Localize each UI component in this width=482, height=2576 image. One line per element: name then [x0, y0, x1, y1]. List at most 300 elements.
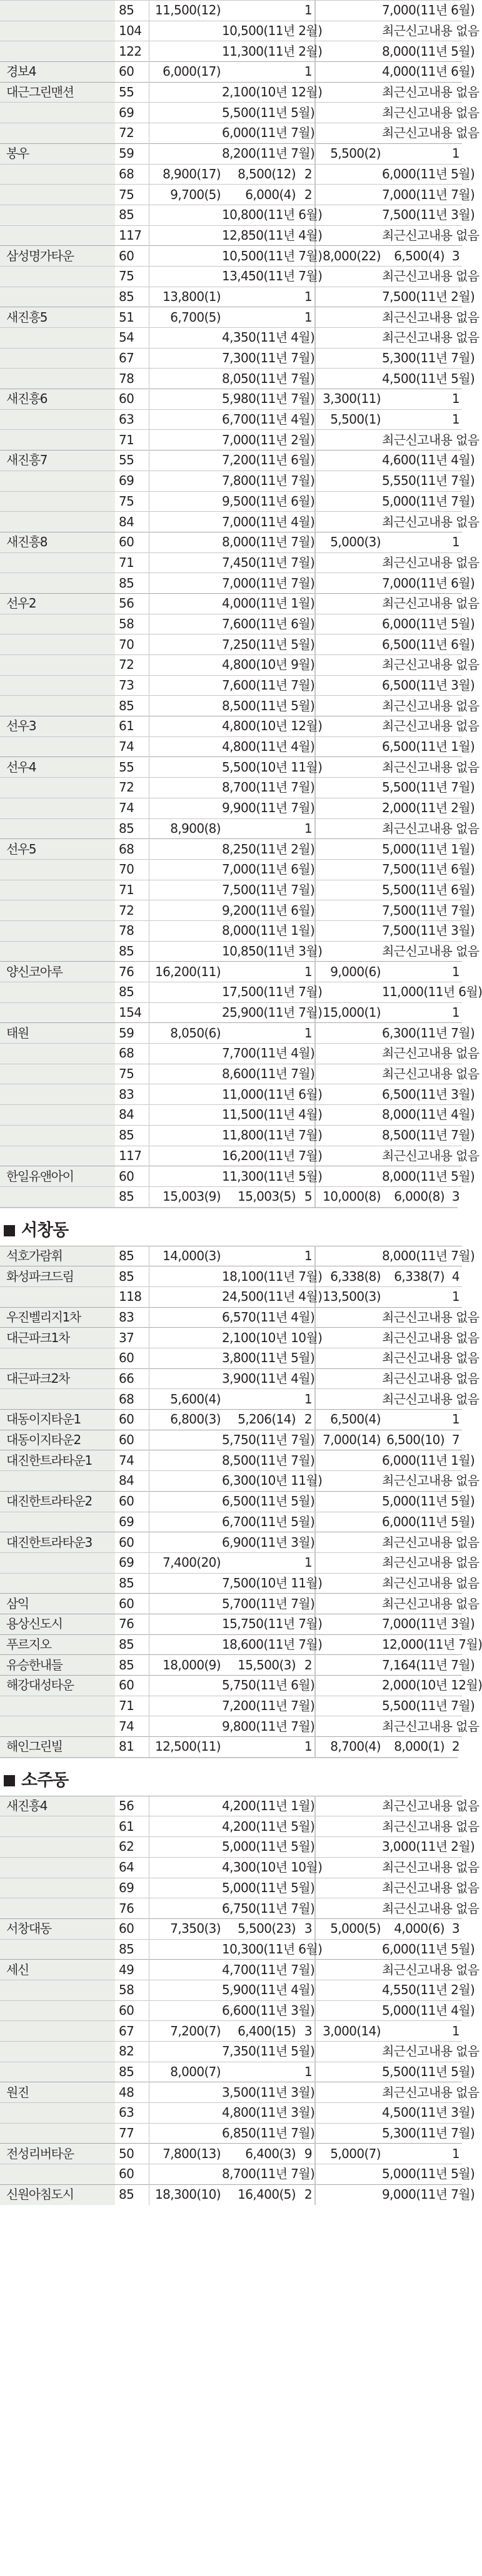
rent-listing-price-cell: [315, 1146, 382, 1166]
rent-listing-price-cell: [315, 307, 382, 328]
area-size-cell: 85: [115, 287, 149, 307]
table-row: [0, 818, 462, 839]
rent-listing-price-cell: [315, 1064, 382, 1084]
table-row: [0, 920, 462, 941]
sale-reported-price-cell: 7,500(11년 7월): [222, 880, 297, 900]
sale-listing-price-cell: [149, 1512, 223, 1532]
sale-listing-price-cell: [149, 696, 223, 716]
rent-listing-price-cell: [315, 491, 382, 512]
table-row: [0, 1023, 462, 1044]
sale-count-cell: 3: [297, 2021, 315, 2042]
sale-count-cell: 1: [297, 62, 315, 83]
rent-listing-price-cell: [315, 287, 382, 307]
table-row: [0, 1816, 462, 1837]
rent-reported-price-cell: 최근신고내용 없음: [382, 1960, 446, 1980]
sale-count-cell: 1: [297, 962, 315, 982]
rent-reported-price-cell: 최근신고내용 없음: [382, 1471, 446, 1492]
table-row: [0, 1471, 462, 1492]
rent-reported-price-cell: 최근신고내용 없음: [382, 1716, 446, 1737]
area-size-cell: 50: [115, 2144, 149, 2164]
sale-listing-price-cell: [149, 1716, 223, 1737]
table-row: [0, 1878, 462, 1898]
rent-reported-price-cell: 7,164(11년 7월): [382, 1655, 446, 1676]
area-size-cell: 60: [115, 2000, 149, 2021]
sale-reported-price-cell: 7,700(11년 4월): [222, 1044, 297, 1064]
sale-reported-price-cell: 7,600(11년 6월): [222, 614, 297, 634]
sale-reported-price-cell: 15,500(3): [222, 1655, 297, 1676]
sale-count-cell: 1: [297, 287, 315, 307]
complex-name-cell: 새진흥4: [0, 1796, 115, 1816]
table-row: [0, 409, 462, 430]
sale-listing-price-cell: 8,900(8): [149, 818, 223, 839]
rent-count-cell: 7: [446, 1430, 462, 1450]
table-row: [0, 2062, 462, 2082]
rent-reported-price-cell: 최근신고내용 없음: [382, 1389, 446, 1410]
rent-listing-price-cell: 9,000(6): [315, 962, 382, 982]
area-size-cell: 78: [115, 369, 149, 389]
rent-reported-price-cell: 6,000(11년 5월): [382, 614, 446, 634]
area-size-cell: 60: [115, 1491, 149, 1512]
complex-name-cell: [0, 266, 115, 287]
area-size-cell: 85: [115, 1266, 149, 1287]
rent-listing-price-cell: [315, 1696, 382, 1716]
sale-reported-price-cell: 9,200(11년 6월): [222, 900, 297, 921]
sale-listing-price-cell: [149, 2000, 223, 2021]
rent-listing-price-cell: [315, 1491, 382, 1512]
price-table: [0, 1246, 482, 1757]
table-row: [0, 1614, 462, 1634]
complex-name-cell: [0, 818, 115, 839]
sale-listing-price-cell: [149, 982, 223, 1003]
table-row: [0, 2164, 462, 2185]
rent-reported-price-cell: 최근신고내용 없음: [382, 1816, 446, 1837]
rent-reported-price-cell: 6,338(7): [382, 1266, 446, 1287]
table-row: [0, 512, 462, 532]
area-size-cell: 77: [115, 2123, 149, 2144]
complex-name-cell: 해인그린빌: [0, 1737, 115, 1757]
sale-reported-price-cell: 10,500(11년 7월): [222, 246, 297, 267]
table-row: [0, 1430, 462, 1450]
rent-reported-price-cell: 5,550(11년 7월): [382, 471, 446, 491]
table-row: [0, 1328, 462, 1348]
rent-reported-price-cell: 7,500(11년 2월): [382, 287, 446, 307]
table-row: [0, 1696, 462, 1716]
sale-reported-price-cell: 10,300(11년 6월): [222, 1939, 297, 1960]
area-size-cell: 71: [115, 1696, 149, 1716]
rent-count-cell: 4: [446, 1266, 462, 1287]
area-size-cell: 84: [115, 1105, 149, 1126]
rent-reported-price-cell: 최근신고내용 없음: [382, 1878, 446, 1898]
rent-reported-price-cell: 최근신고내용 없음: [382, 1898, 446, 1919]
rent-reported-price-cell: 5,000(11년 1월): [382, 839, 446, 860]
rent-listing-price-cell: [315, 1105, 382, 1126]
table-row: [0, 1450, 462, 1471]
complex-name-cell: [0, 1980, 115, 2000]
area-size-cell: 73: [115, 675, 149, 696]
area-size-cell: 122: [115, 41, 149, 62]
sale-count-cell: 2: [297, 2184, 315, 2204]
area-size-cell: 67: [115, 2021, 149, 2042]
table-row: [0, 532, 462, 552]
rent-listing-price-cell: [315, 757, 382, 778]
table-row: [0, 696, 462, 716]
sale-reported-price-cell: 11,000(11년 6월): [222, 1084, 297, 1105]
rent-listing-price-cell: [315, 634, 382, 655]
rent-listing-price-cell: [315, 1980, 382, 2000]
sale-reported-price-cell: 6,570(11년 4월): [222, 1307, 297, 1328]
rent-listing-price-cell: [315, 2082, 382, 2103]
sale-reported-price-cell: 4,000(11년 1월): [222, 593, 297, 614]
complex-name-cell: [0, 982, 115, 1003]
sale-listing-price-cell: 9,700(5): [149, 185, 223, 205]
area-size-cell: 85: [115, 1634, 149, 1655]
rent-listing-price-cell: [315, 328, 382, 349]
sale-reported-price-cell: 9,900(11년 7월): [222, 798, 297, 818]
sale-listing-price-cell: [149, 266, 223, 287]
sale-reported-price-cell: 6,750(11년 7월): [222, 1898, 297, 1919]
table-row: [0, 430, 462, 451]
sale-listing-price-cell: [149, 1857, 223, 1878]
rent-reported-price-cell: 6,500(11년 1월): [382, 736, 446, 757]
rent-listing-price-cell: [315, 1676, 382, 1696]
table-row: [0, 1307, 462, 1328]
complex-name-cell: [0, 1878, 115, 1898]
sale-reported-price-cell: 4,800(11년 3월): [222, 2103, 297, 2124]
rent-reported-price-cell: 5,300(11년 7월): [382, 348, 446, 369]
area-size-cell: 60: [115, 246, 149, 267]
rent-listing-price-cell: 6,500(4): [315, 1410, 382, 1430]
sale-listing-price-cell: [149, 1696, 223, 1716]
table-row: [0, 655, 462, 676]
sale-listing-price-cell: [149, 1266, 223, 1287]
complex-name-cell: [0, 2123, 115, 2144]
sale-listing-price-cell: [149, 225, 223, 246]
rent-count-cell: 3: [446, 1186, 462, 1206]
area-size-cell: 51: [115, 307, 149, 328]
rent-reported-price-cell: 최근신고내용 없음: [382, 1307, 446, 1328]
sale-reported-price-cell: [222, 1, 297, 21]
rent-reported-price-cell: 5,300(11년 7월): [382, 2123, 446, 2144]
sale-listing-price-cell: [149, 1044, 223, 1064]
complex-name-cell: [0, 21, 115, 41]
rent-reported-price-cell: 최근신고내용 없음: [382, 716, 446, 737]
complex-name-cell: [0, 1898, 115, 1919]
rent-listing-price-cell: [315, 2184, 382, 2204]
complex-name-cell: 삼익: [0, 1594, 115, 1614]
sale-listing-price-cell: [149, 1307, 223, 1328]
sale-reported-price-cell: 4,800(11년 4월): [222, 736, 297, 757]
table-row: [0, 2123, 462, 2144]
rent-count-cell: 1: [446, 1410, 462, 1430]
complex-name-cell: 용상신도시: [0, 1614, 115, 1634]
sale-reported-price-cell: 8,000(11년 7월): [222, 532, 297, 552]
area-size-cell: 70: [115, 634, 149, 655]
rent-listing-price-cell: [315, 123, 382, 144]
sale-reported-price-cell: 5,750(11년 6월): [222, 1676, 297, 1696]
sale-listing-price-cell: [149, 941, 223, 962]
area-size-cell: 74: [115, 798, 149, 818]
complex-name-cell: [0, 634, 115, 655]
sale-listing-price-cell: 8,900(17): [149, 164, 223, 185]
complex-name-cell: 선우4: [0, 757, 115, 778]
table-row: [0, 21, 462, 41]
sale-listing-price-cell: [149, 1348, 223, 1369]
table-row: [0, 266, 462, 287]
rent-listing-price-cell: [315, 164, 382, 185]
complex-name-cell: [0, 2042, 115, 2062]
sale-reported-price-cell: 5,500(23): [222, 1918, 297, 1939]
complex-name-cell: [0, 491, 115, 512]
rent-reported-price-cell: 6,000(11년 5월): [382, 1512, 446, 1532]
rent-listing-price-cell: [315, 1816, 382, 1837]
complex-name-cell: 화성파크드림: [0, 1266, 115, 1287]
sale-reported-price-cell: 7,350(11년 5월): [222, 2042, 297, 2062]
sale-reported-price-cell: 5,000(11년 5월): [222, 1837, 297, 1858]
rent-count-cell: 1: [446, 1286, 462, 1307]
area-size-cell: 75: [115, 491, 149, 512]
rent-reported-price-cell: 8,000(11년 7월): [382, 1246, 446, 1266]
table-row: [0, 2021, 462, 2042]
rent-reported-price-cell: 8,000(11년 5월): [382, 41, 446, 62]
rent-reported-price-cell: 6,000(11년 5월): [382, 1939, 446, 1960]
table-row: [0, 1796, 462, 1816]
rent-listing-price-cell: [315, 1348, 382, 1369]
sale-reported-price-cell: 17,500(11년 7월): [222, 982, 297, 1003]
rent-reported-price-cell: [382, 2144, 446, 2164]
sale-count-cell: 1: [297, 1737, 315, 1757]
table-row: [0, 1898, 462, 1919]
sale-reported-price-cell: 5,750(11년 7월): [222, 1430, 297, 1450]
sale-listing-price-cell: [149, 1614, 223, 1634]
rent-listing-price-cell: [315, 2062, 382, 2082]
rent-reported-price-cell: 최근신고내용 없음: [382, 430, 446, 451]
area-size-cell: 60: [115, 1532, 149, 1553]
table-row: [0, 614, 462, 634]
table-row: [0, 593, 462, 614]
rent-reported-price-cell: 최근신고내용 없음: [382, 1328, 446, 1348]
sale-reported-price-cell: 15,750(11년 7월): [222, 1614, 297, 1634]
area-size-cell: 60: [115, 1410, 149, 1430]
rent-listing-price-cell: [315, 1716, 382, 1737]
rent-count-cell: 2: [446, 1737, 462, 1757]
table-row: [0, 471, 462, 491]
area-size-cell: 55: [115, 757, 149, 778]
sale-reported-price-cell: 7,200(11년 6월): [222, 451, 297, 471]
area-size-cell: 55: [115, 82, 149, 103]
area-size-cell: 81: [115, 1737, 149, 1757]
sale-listing-price-cell: 15,003(9): [149, 1186, 223, 1206]
area-size-cell: 60: [115, 389, 149, 410]
sale-reported-price-cell: 8,700(11년 7월): [222, 778, 297, 798]
table-row: [0, 1857, 462, 1878]
area-size-cell: 56: [115, 593, 149, 614]
table-row: [0, 225, 462, 246]
table-row: [0, 1676, 462, 1696]
rent-listing-price-cell: [315, 103, 382, 123]
section-title: 서창동: [21, 1220, 69, 1240]
sale-listing-price-cell: [149, 369, 223, 389]
table-row: [0, 1573, 462, 1594]
rent-listing-price-cell: [315, 716, 382, 737]
sale-reported-price-cell: 5,500(11년 5월): [222, 103, 297, 123]
rent-listing-price-cell: [315, 1, 382, 21]
sale-listing-price-cell: [149, 1532, 223, 1553]
table-row: [0, 491, 462, 512]
area-size-cell: 58: [115, 1980, 149, 2000]
rent-listing-price-cell: [315, 2000, 382, 2021]
complex-name-cell: 대동이지타운1: [0, 1410, 115, 1430]
rent-listing-price-cell: 5,500(1): [315, 409, 382, 430]
complex-name-cell: 대동이지타운2: [0, 1430, 115, 1450]
table-row: [0, 1389, 462, 1410]
complex-name-cell: [0, 1348, 115, 1369]
complex-name-cell: 봉우: [0, 143, 115, 164]
sale-listing-price-cell: 18,000(9): [149, 1655, 223, 1676]
sale-reported-price-cell: 7,800(11년 7월): [222, 471, 297, 491]
sale-reported-price-cell: 11,800(11년 7월): [222, 1125, 297, 1146]
complex-name-cell: [0, 1125, 115, 1146]
rent-reported-price-cell: 7,000(11년 7월): [382, 185, 446, 205]
sale-listing-price-cell: [149, 675, 223, 696]
complex-name-cell: 대진한트라타운1: [0, 1450, 115, 1471]
complex-name-cell: [0, 1002, 115, 1023]
sale-listing-price-cell: [149, 1939, 223, 1960]
complex-name-cell: 대진한트라타운3: [0, 1532, 115, 1553]
rent-reported-price-cell: 4,000(6): [382, 1918, 446, 1939]
area-size-cell: 76: [115, 1898, 149, 1919]
rent-listing-price-cell: [315, 1796, 382, 1816]
complex-name-cell: [0, 1816, 115, 1837]
rent-listing-price-cell: [315, 2042, 382, 2062]
table-row: [0, 941, 462, 962]
area-size-cell: 74: [115, 1716, 149, 1737]
sale-listing-price-cell: [149, 880, 223, 900]
rent-reported-price-cell: 최근신고내용 없음: [382, 757, 446, 778]
sale-listing-price-cell: [149, 1878, 223, 1898]
rent-listing-price-cell: [315, 1246, 382, 1266]
complex-name-cell: [0, 675, 115, 696]
complex-name-cell: [0, 1084, 115, 1105]
rent-reported-price-cell: 최근신고내용 없음: [382, 1368, 446, 1389]
sale-reported-price-cell: 7,000(11년 2월): [222, 430, 297, 451]
area-size-cell: 84: [115, 512, 149, 532]
rent-reported-price-cell: 최근신고내용 없음: [382, 2082, 446, 2103]
rent-reported-price-cell: 6,300(11년 7월): [382, 1023, 446, 1044]
rent-reported-price-cell: 5,000(11년 7월): [382, 491, 446, 512]
area-size-cell: 66: [115, 1368, 149, 1389]
square-bullet-icon: [4, 1775, 15, 1786]
rent-reported-price-cell: [382, 1410, 446, 1430]
sale-count-cell: 2: [297, 164, 315, 185]
table-row: [0, 880, 462, 900]
rent-reported-price-cell: 4,550(11년 2월): [382, 1980, 446, 2000]
complex-name-cell: [0, 573, 115, 594]
sale-reported-price-cell: 6,850(11년 7월): [222, 2123, 297, 2144]
area-size-cell: 74: [115, 1450, 149, 1471]
sale-reported-price-cell: 15,003(5): [222, 1186, 297, 1206]
rent-listing-price-cell: [315, 1960, 382, 1980]
table-row: [0, 1939, 462, 1960]
complex-name-cell: [0, 920, 115, 941]
complex-name-cell: 선우2: [0, 593, 115, 614]
area-size-cell: 85: [115, 205, 149, 225]
rent-reported-price-cell: 최근신고내용 없음: [382, 82, 446, 103]
sale-count-cell: 1: [297, 1389, 315, 1410]
area-size-cell: 61: [115, 1816, 149, 1837]
rent-listing-price-cell: [315, 736, 382, 757]
table-row: [0, 328, 462, 349]
sale-reported-price-cell: 2,100(10년 12월): [222, 82, 297, 103]
area-size-cell: 118: [115, 1286, 149, 1307]
sale-reported-price-cell: 6,400(3): [222, 2144, 297, 2164]
table-row: [0, 675, 462, 696]
area-size-cell: 104: [115, 21, 149, 41]
rent-listing-price-cell: [315, 225, 382, 246]
table-row: [0, 62, 462, 83]
area-size-cell: 85: [115, 941, 149, 962]
table-row: [0, 634, 462, 655]
sale-listing-price-cell: [149, 430, 223, 451]
rent-reported-price-cell: 5,500(11년 7월): [382, 1696, 446, 1716]
complex-name-cell: [0, 1064, 115, 1084]
complex-name-cell: 삼성명가타운: [0, 246, 115, 267]
sale-listing-price-cell: [149, 512, 223, 532]
sale-reported-price-cell: 7,600(11년 7월): [222, 675, 297, 696]
table-row: [0, 1, 462, 21]
complex-name-cell: [0, 2000, 115, 2021]
area-size-cell: 83: [115, 1084, 149, 1105]
sale-listing-price-cell: [149, 1125, 223, 1146]
sale-listing-price-cell: [149, 1816, 223, 1837]
sale-reported-price-cell: 3,500(11년 3월): [222, 2082, 297, 2103]
sale-listing-price-cell: [149, 1898, 223, 1919]
rent-reported-price-cell: 7,500(11년 6월): [382, 859, 446, 880]
sale-count-cell: 5: [297, 1186, 315, 1206]
sale-reported-price-cell: 2,100(10년 10월): [222, 1328, 297, 1348]
rent-listing-price-cell: [315, 1389, 382, 1410]
rent-reported-price-cell: 5,500(11년 5월): [382, 2062, 446, 2082]
sale-listing-price-cell: [149, 614, 223, 634]
table-row: [0, 82, 462, 103]
area-size-cell: 60: [115, 1348, 149, 1369]
complex-name-cell: 선우3: [0, 716, 115, 737]
area-size-cell: 58: [115, 614, 149, 634]
rent-listing-price-cell: [315, 1898, 382, 1919]
complex-name-cell: [0, 1389, 115, 1410]
area-size-cell: 60: [115, 1594, 149, 1614]
sale-listing-price-cell: [149, 82, 223, 103]
rent-reported-price-cell: 6,000(11년 1월): [382, 1450, 446, 1471]
area-size-cell: 69: [115, 1552, 149, 1573]
area-size-cell: 61: [115, 716, 149, 737]
complex-name-cell: [0, 1696, 115, 1716]
area-size-cell: 60: [115, 62, 149, 83]
area-size-cell: 68: [115, 1389, 149, 1410]
complex-name-cell: 선우5: [0, 839, 115, 860]
rent-listing-price-cell: [315, 941, 382, 962]
sale-listing-price-cell: [149, 451, 223, 471]
table-row: [0, 1716, 462, 1737]
sale-listing-price-cell: [149, 21, 223, 41]
table-row: [0, 185, 462, 205]
rent-listing-price-cell: [315, 471, 382, 491]
sale-reported-price-cell: 5,206(14): [222, 1410, 297, 1430]
rent-listing-price-cell: [315, 1084, 382, 1105]
rent-listing-price-cell: [315, 185, 382, 205]
rent-listing-price-cell: [315, 818, 382, 839]
sale-listing-price-cell: [149, 1368, 223, 1389]
sale-listing-price-cell: [149, 1328, 223, 1348]
